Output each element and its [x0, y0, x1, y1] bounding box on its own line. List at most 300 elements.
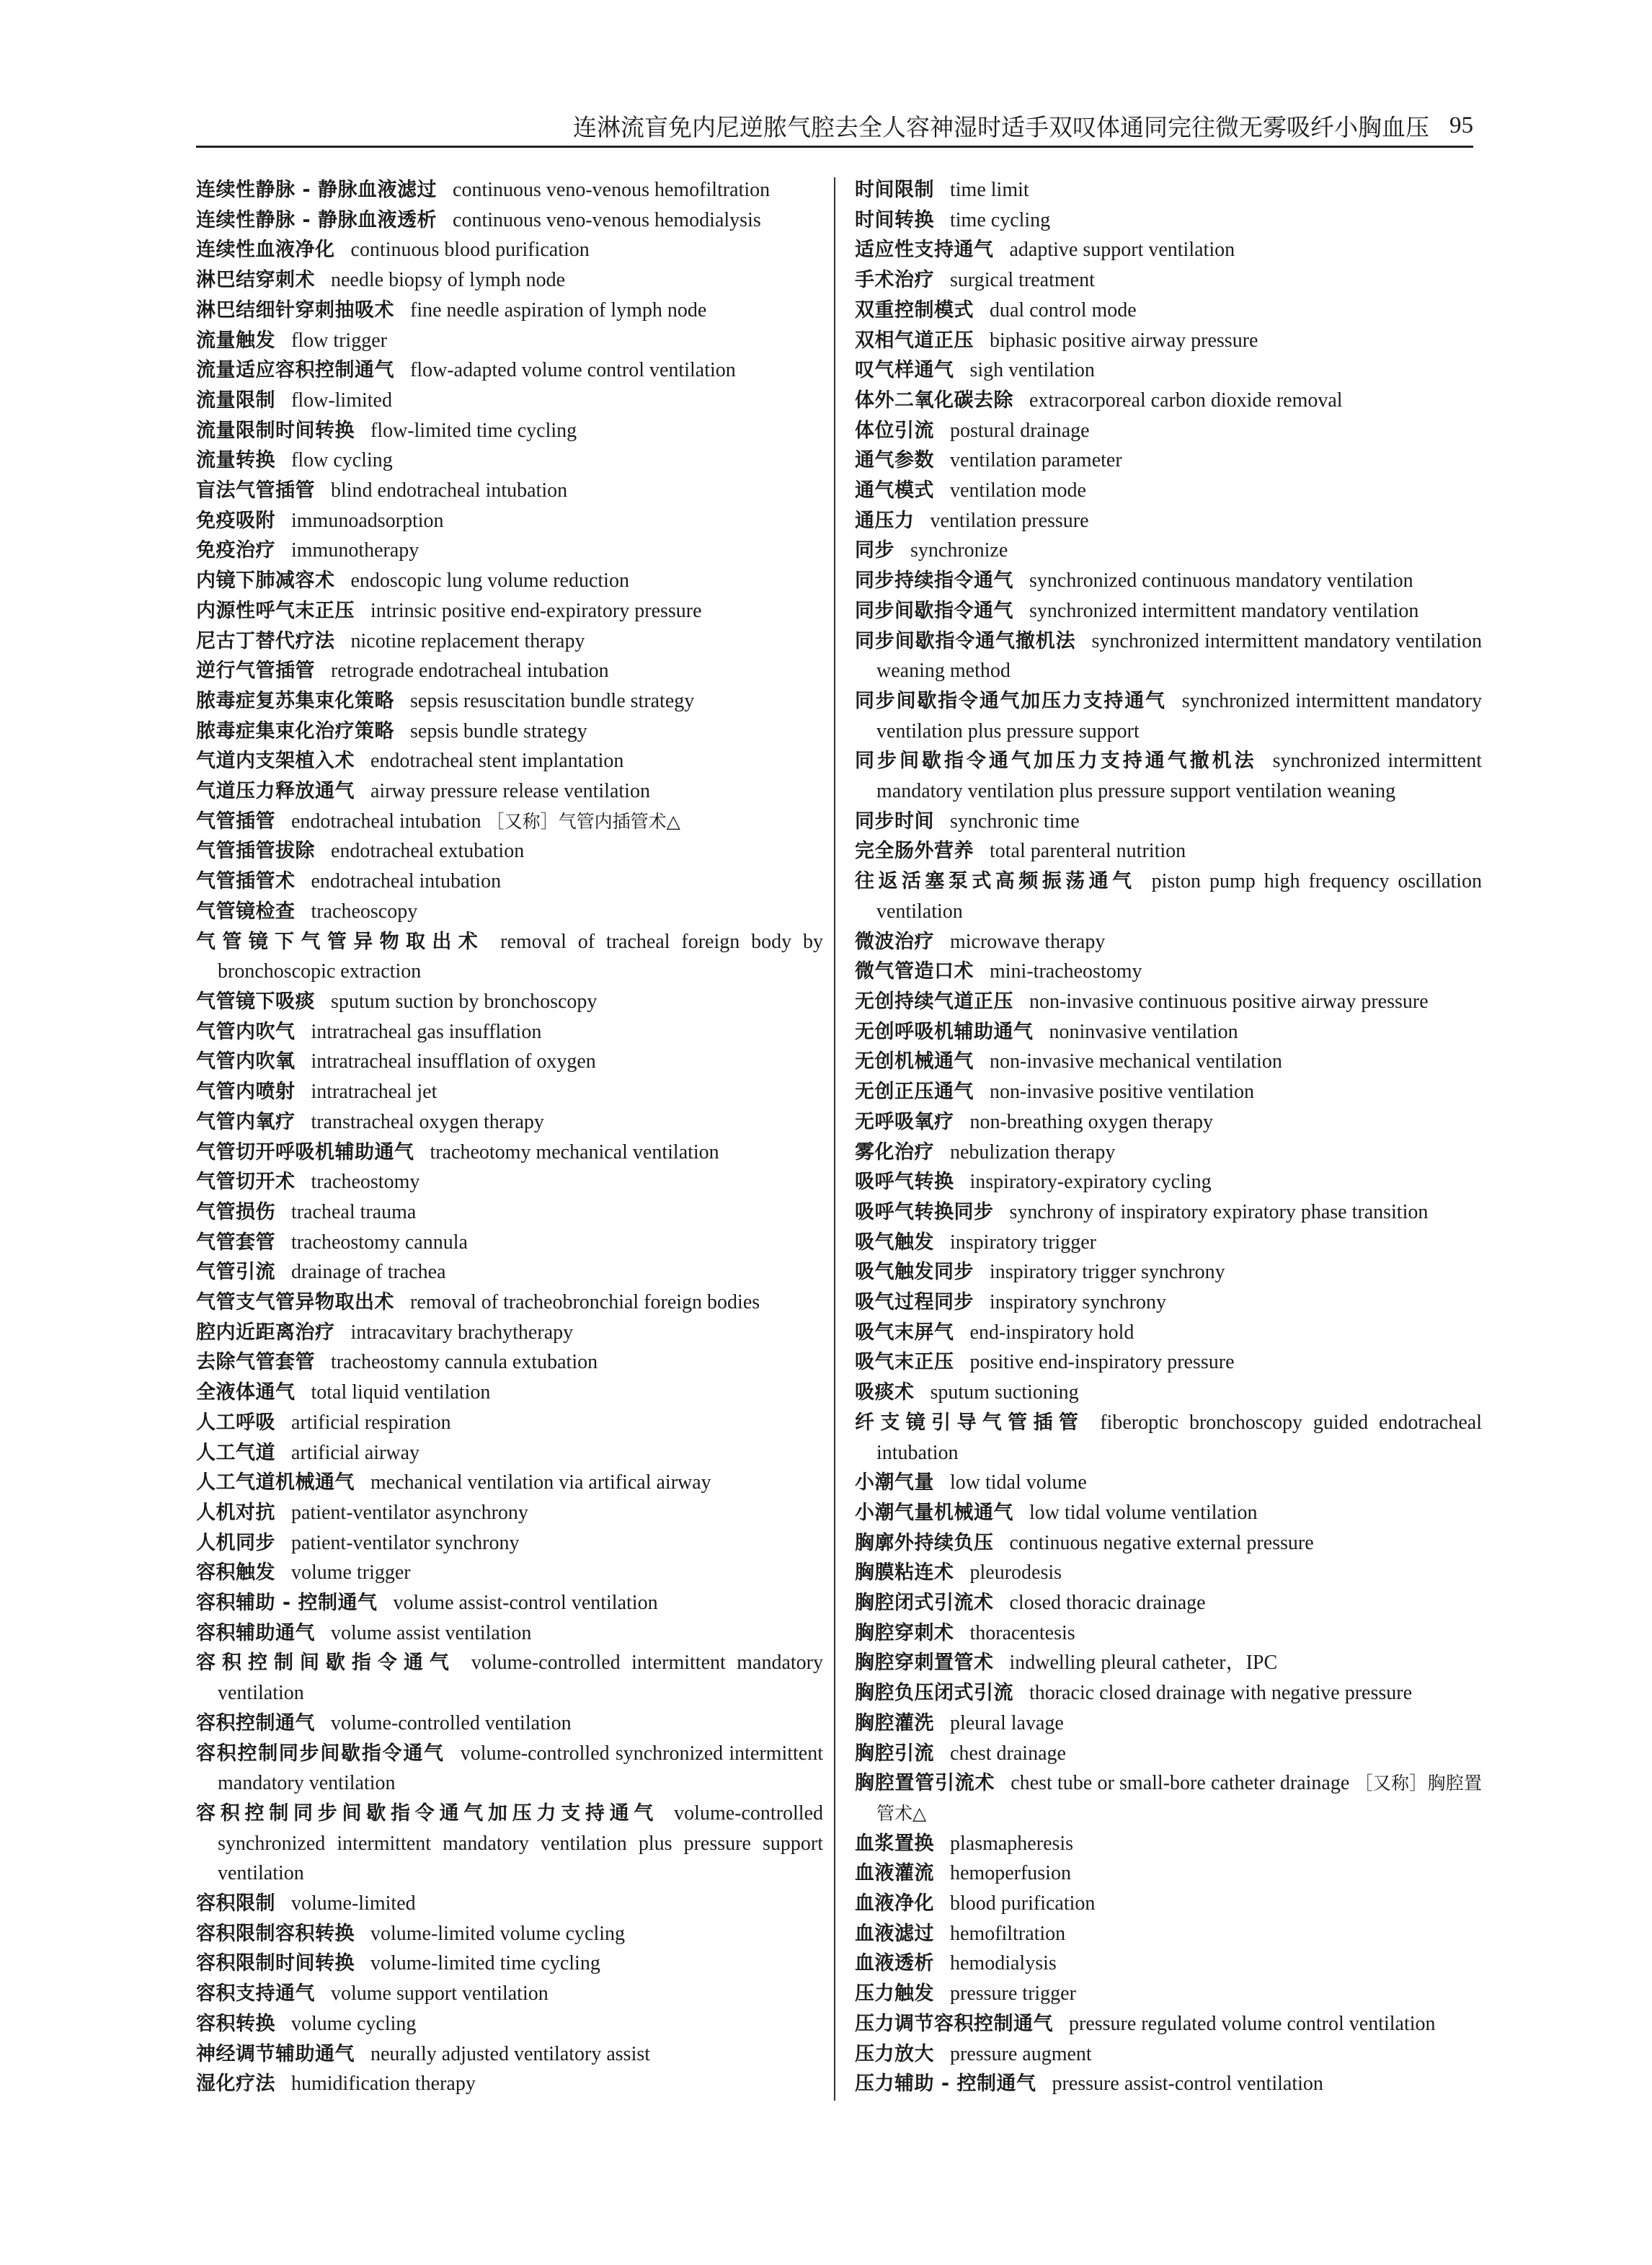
term-entry: [855, 1528, 1482, 1559]
term-english: drainage of trachea: [291, 1261, 446, 1284]
term-entry: [196, 446, 823, 476]
term-chinese: 微波治疗: [855, 930, 934, 953]
term-english: endotracheal intubation: [311, 870, 502, 893]
term-entry: [855, 1287, 1482, 1318]
term-entry: [196, 1138, 823, 1168]
term-chinese: 胸腔负压闭式引流: [855, 1682, 1013, 1705]
term-english: endotracheal intubation: [291, 810, 481, 833]
term-chinese: 吸气末正压: [855, 1351, 954, 1374]
term-english: adaptive support ventilation: [1009, 239, 1235, 262]
term-english: endotracheal extubation: [331, 840, 525, 863]
term-entry: [855, 476, 1482, 506]
term-chinese: 脓毒症集束化治疗策略: [196, 719, 394, 743]
term-entry: [855, 957, 1482, 987]
term-entry: [196, 596, 823, 626]
term-entry: [196, 536, 823, 566]
term-entry: [196, 355, 823, 386]
term-english: ventilation pressure: [930, 509, 1089, 532]
term-entry: [855, 355, 1482, 386]
term-english: artificial respiration: [291, 1411, 451, 1434]
term-chinese: 容积控制间歇指令通气: [196, 1652, 456, 1675]
term-english: volume-limited: [291, 1892, 416, 1915]
term-entry: [196, 746, 823, 776]
term-chinese: 人工气道机械通气: [196, 1471, 355, 1494]
term-entry: [196, 866, 823, 897]
term-english: end-inspiratory hold: [969, 1321, 1134, 1344]
term-entry: [855, 1768, 1482, 1828]
term-entry: [196, 776, 823, 807]
term-english: sputum suctioning: [930, 1381, 1079, 1404]
term-entry: [855, 1077, 1482, 1107]
term-chinese: 吸气触发同步: [855, 1261, 974, 1284]
term-entry: [196, 927, 823, 987]
term-entry: [196, 1438, 823, 1468]
term-chinese: 脓毒症复苏集束化策略: [196, 689, 394, 712]
term-entry: [855, 866, 1482, 926]
term-chinese: 流量适应容积控制通气: [196, 359, 394, 382]
term-chinese: 连续性静脉 - 静脉血液滤过: [196, 179, 438, 201]
term-chinese: 压力触发: [855, 1982, 934, 2005]
term-chinese: 气管镜下吸痰: [196, 990, 315, 1013]
term-entry: [196, 1498, 823, 1528]
term-english: tracheostomy: [311, 1171, 420, 1194]
term-entry: [196, 2039, 823, 2070]
term-chinese: 同步间歇指令通气撤机法: [855, 629, 1076, 652]
term-entry: [855, 1468, 1482, 1498]
term-entry: [855, 2039, 1482, 2070]
term-english: inspiratory-expiratory cycling: [969, 1171, 1212, 1194]
term-entry: [855, 1378, 1482, 1408]
term-english: nicotine replacement therapy: [350, 629, 585, 652]
term-entry: [196, 1558, 823, 1588]
term-chinese: 淋巴结穿刺术: [196, 269, 315, 292]
term-english: nebulization therapy: [950, 1140, 1116, 1163]
term-chinese: 同步间歇指令通气加压力支持通气: [855, 689, 1166, 712]
term-english: endoscopic lung volume reduction: [350, 569, 629, 593]
term-english: tracheoscopy: [311, 900, 418, 923]
term-chinese: 人机同步: [196, 1531, 275, 1554]
term-english: non-breathing oxygen therapy: [969, 1110, 1213, 1133]
term-chinese: 连续性静脉 - 静脉血液透析: [196, 208, 438, 231]
term-english: volume-controlled synchronized intermittent mandatory ventilation plus pressure support ventilation: [218, 1801, 823, 1885]
term-chinese: 容积控制同步间歇指令通气: [196, 1742, 445, 1765]
term-english: surgical treatment: [950, 269, 1095, 292]
term-chinese: 气管切开呼吸机辅助通气: [196, 1140, 414, 1163]
term-chinese: 血液灌流: [855, 1862, 934, 1885]
term-chinese: 气管内吹气: [196, 1020, 296, 1043]
term-english: endotracheal stent implantation: [370, 750, 624, 773]
term-english: pressure regulated volume control ventilation: [1069, 2012, 1436, 2035]
term-english: flow-adapted volume control ventilation: [410, 359, 736, 382]
term-entry: [196, 1949, 823, 1979]
term-entry: [196, 1197, 823, 1228]
term-english: hemodialysis: [950, 1952, 1057, 1975]
term-entry: [196, 1047, 823, 1077]
term-english: synchrony of inspiratory expiratory phase transition: [1009, 1200, 1429, 1223]
term-english: synchronized intermittent mandatory ventilation plus pressure support ventilation weaning: [876, 750, 1483, 803]
term-english: ventilation mode: [950, 479, 1086, 502]
header-title: 连淋流盲免内尼逆脓气腔去全人容神湿时适手双叹体通同完往微无雾吸纤小胸血压: [573, 115, 1429, 141]
term-chinese: 无呼吸氧疗: [855, 1110, 954, 1133]
term-english: mini-tracheostomy: [990, 960, 1142, 983]
term-chinese: 免疫治疗: [196, 539, 275, 562]
term-entry: [196, 235, 823, 265]
term-chinese: 适应性支持通气: [855, 239, 994, 262]
term-entry: [855, 1648, 1482, 1678]
term-chinese: 同步: [855, 539, 894, 562]
term-english: volume-controlled intermittent mandatory ventilation: [218, 1652, 824, 1705]
term-entry: [196, 1799, 823, 1889]
term-entry: [855, 1197, 1482, 1228]
term-english: non-invasive mechanical ventilation: [990, 1050, 1282, 1073]
term-entry: [855, 1498, 1482, 1528]
term-english: ventilation parameter: [950, 449, 1122, 472]
term-chinese: 气管镜下气管异物取出术: [196, 930, 485, 953]
term-english: synchronized intermittent mandatory ventilation plus pressure support: [876, 689, 1483, 743]
term-entry: [855, 386, 1482, 416]
term-chinese: 吸呼气转换同步: [855, 1200, 994, 1223]
term-english: inspiratory synchrony: [990, 1291, 1166, 1314]
left-column: [196, 175, 823, 2099]
term-chinese: 手术治疗: [855, 269, 934, 292]
term-english: artificial airway: [291, 1441, 420, 1464]
header-rule: [196, 146, 1473, 148]
term-chinese: 气管切开术: [196, 1171, 296, 1194]
term-english: total parenteral nutrition: [990, 840, 1186, 863]
term-chinese: 内镜下肺减容术: [196, 569, 335, 593]
term-entry: [196, 296, 823, 326]
term-chinese: 往返活塞泵式高频振荡通气: [855, 870, 1136, 893]
term-chinese: 容积控制同步间歇指令通气加压力支持通气: [196, 1801, 659, 1825]
term-entry: [196, 1919, 823, 1949]
term-entry: [196, 1257, 823, 1287]
term-chinese: 流量触发: [196, 329, 275, 352]
term-english: sigh ventilation: [969, 359, 1095, 382]
term-entry: [855, 2009, 1482, 2039]
term-entry: [855, 626, 1482, 686]
term-chinese: 双重控制模式: [855, 298, 974, 322]
term-entry: [855, 1829, 1482, 1859]
term-entry: [196, 1287, 823, 1318]
term-english: continuous veno-venous hemodialysis: [453, 208, 761, 231]
term-entry: [196, 1167, 823, 1197]
term-chinese: 压力辅助 - 控制通气: [855, 2073, 1036, 2096]
term-entry: [855, 536, 1482, 566]
term-english: dual control mode: [990, 298, 1137, 322]
term-chinese: 连续性血液净化: [196, 239, 335, 262]
term-entry: [855, 265, 1482, 296]
term-chinese: 胸腔置管引流术: [855, 1772, 995, 1795]
term-chinese: 气管损伤: [196, 1200, 275, 1223]
term-entry: [196, 1739, 823, 1799]
term-english: removal of tracheobronchial foreign bodies: [410, 1291, 760, 1314]
term-chinese: 淋巴结细针穿刺抽吸术: [196, 298, 394, 322]
term-english: indwelling pleural catheter，IPC: [1009, 1652, 1278, 1675]
term-entry: [196, 1889, 823, 1919]
term-entry: [855, 326, 1482, 356]
term-entry: [855, 1047, 1482, 1077]
term-chinese: 体外二氧化碳去除: [855, 389, 1013, 412]
term-entry: [196, 1408, 823, 1438]
term-entry: [855, 205, 1482, 236]
term-entry: [196, 1077, 823, 1107]
term-chinese: 容积限制: [196, 1892, 275, 1915]
term-entry: [855, 1408, 1482, 1468]
term-english: humidification therapy: [291, 2073, 476, 2096]
term-entry: [855, 1347, 1482, 1378]
term-english: time limit: [950, 179, 1029, 201]
term-entry: [196, 1107, 823, 1138]
term-chinese: 吸呼气转换: [855, 1171, 954, 1194]
term-english: non-invasive positive ventilation: [990, 1081, 1255, 1104]
term-entry: [196, 1228, 823, 1258]
term-english: synchronic time: [950, 810, 1080, 833]
term-entry: [196, 326, 823, 356]
term-entry: [855, 927, 1482, 957]
term-chinese: 同步间歇指令通气: [855, 599, 1013, 622]
term-english: flow trigger: [291, 329, 387, 352]
term-english: immunotherapy: [291, 539, 419, 562]
term-chinese: 尼古丁替代疗法: [196, 629, 335, 652]
term-english: piston pump high frequency oscillation ventilation: [876, 870, 1483, 923]
term-english: synchronized continuous mandatory ventilation: [1029, 569, 1413, 593]
term-english: blood purification: [950, 1892, 1096, 1915]
term-alias-note: ［又称］胸腔置管术△: [876, 1773, 1483, 1824]
term-english: volume-limited time cycling: [370, 1952, 600, 1975]
term-chinese: 容积限制容积转换: [196, 1922, 355, 1945]
term-entry: [855, 1919, 1482, 1949]
right-column: [855, 175, 1482, 2099]
term-chinese: 气管内氧疗: [196, 1110, 296, 1133]
term-entry: [196, 1708, 823, 1739]
term-entry: [196, 686, 823, 717]
term-entry: [196, 1588, 823, 1618]
term-english: inspiratory trigger: [950, 1231, 1096, 1254]
term-entry: [196, 1528, 823, 1559]
term-entry: [855, 1678, 1482, 1708]
term-chinese: 胸腔穿刺术: [855, 1621, 954, 1644]
term-chinese: 胸腔闭式引流术: [855, 1592, 994, 1615]
term-english: flow cycling: [291, 449, 393, 472]
term-english: low tidal volume ventilation: [1029, 1501, 1258, 1524]
term-entry: [196, 897, 823, 927]
term-chinese: 流量限制: [196, 389, 275, 412]
term-chinese: 气管内喷射: [196, 1081, 296, 1104]
term-entry: [855, 235, 1482, 265]
term-english: hemofiltration: [950, 1922, 1066, 1945]
term-english: flow-limited: [291, 389, 392, 412]
term-chinese: 气管插管拔除: [196, 840, 315, 863]
term-entry: [196, 506, 823, 536]
term-english: fine needle aspiration of lymph node: [410, 298, 707, 322]
term-english: volume trigger: [291, 1561, 411, 1584]
term-entry: [196, 2009, 823, 2039]
term-english: closed thoracic drainage: [1009, 1592, 1206, 1615]
term-chinese: 无创持续气道正压: [855, 990, 1013, 1013]
term-english: total liquid ventilation: [311, 1381, 491, 1404]
term-entry: [855, 1949, 1482, 1979]
term-entry: [855, 1017, 1482, 1047]
term-entry: [855, 746, 1482, 806]
term-english: positive end-inspiratory pressure: [969, 1351, 1235, 1374]
term-chinese: 血液净化: [855, 1892, 934, 1915]
term-entry: [196, 566, 823, 596]
term-entry: [855, 1739, 1482, 1769]
term-english: intrinsic positive end-expiratory pressure: [370, 599, 702, 622]
term-chinese: 人机对抗: [196, 1501, 275, 1524]
term-english: inspiratory trigger synchrony: [990, 1261, 1225, 1284]
term-english: removal of tracheal foreign body by bronchoscopic extraction: [218, 930, 824, 983]
term-chinese: 时间转换: [855, 208, 934, 231]
term-chinese: 吸气触发: [855, 1231, 934, 1254]
term-english: tracheotomy mechanical ventilation: [430, 1140, 719, 1163]
term-english: blind endotracheal intubation: [331, 479, 568, 502]
term-english: continuous negative external pressure: [1009, 1531, 1314, 1554]
term-chinese: 容积控制通气: [196, 1711, 315, 1734]
term-english: sputum suction by bronchoscopy: [331, 990, 598, 1013]
term-chinese: 腔内近距离治疗: [196, 1321, 335, 1344]
term-english: volume-controlled synchronized intermittent mandatory ventilation: [218, 1742, 824, 1795]
term-chinese: 气管套管: [196, 1231, 275, 1254]
term-chinese: 胸膜粘连术: [855, 1561, 954, 1584]
term-entry: [855, 1318, 1482, 1348]
term-chinese: 吸气末屏气: [855, 1321, 954, 1344]
term-english: volume cycling: [291, 2012, 417, 2035]
term-chinese: 压力放大: [855, 2042, 934, 2065]
column-divider: [834, 177, 835, 2101]
term-entry: [855, 1708, 1482, 1739]
term-english: pressure trigger: [950, 1982, 1076, 2005]
term-english: noninvasive ventilation: [1049, 1020, 1238, 1043]
term-english: volume assist-control ventilation: [393, 1592, 658, 1615]
term-chinese: 气管镜检查: [196, 900, 296, 923]
term-entry: [196, 416, 823, 446]
term-chinese: 气管插管术: [196, 870, 296, 893]
term-chinese: 流量限制时间转换: [196, 419, 355, 442]
term-chinese: 逆行气管插管: [196, 660, 315, 683]
term-english: sepsis bundle strategy: [410, 719, 587, 743]
term-chinese: 容积转换: [196, 2012, 275, 2035]
term-entry: [196, 807, 823, 837]
term-english: synchronized intermittent mandatory ventilation: [1029, 599, 1419, 622]
term-english: low tidal volume: [950, 1471, 1087, 1494]
term-english: chest drainage: [950, 1742, 1066, 1765]
term-chinese: 同步持续指令通气: [855, 569, 1013, 593]
term-chinese: 容积触发: [196, 1561, 275, 1584]
term-english: intratracheal insufflation of oxygen: [311, 1050, 596, 1073]
term-chinese: 容积支持通气: [196, 1982, 315, 2005]
term-chinese: 通压力: [855, 509, 915, 532]
term-entry: [855, 1889, 1482, 1919]
term-entry: [855, 1858, 1482, 1889]
term-english: intracavitary brachytherapy: [350, 1321, 574, 1344]
term-entry: [196, 626, 823, 657]
term-chinese: 叹气样通气: [855, 359, 954, 382]
term-chinese: 胸廓外持续负压: [855, 1531, 994, 1554]
term-english: volume-limited volume cycling: [370, 1922, 626, 1945]
term-english: microwave therapy: [950, 930, 1106, 953]
term-chinese: 小潮气量机械通气: [855, 1501, 1013, 1524]
term-chinese: 无创正压通气: [855, 1081, 974, 1104]
term-entry: [196, 1648, 823, 1708]
term-english: transtracheal oxygen therapy: [311, 1110, 544, 1133]
term-entry: [855, 566, 1482, 596]
term-english: postural drainage: [950, 419, 1090, 442]
term-chinese: 通气模式: [855, 479, 934, 502]
term-chinese: 吸痰术: [855, 1381, 915, 1404]
term-entry: [855, 836, 1482, 866]
term-entry: [196, 1979, 823, 2009]
term-entry: [196, 1318, 823, 1348]
term-entry: [855, 296, 1482, 326]
term-chinese: 血浆置换: [855, 1832, 934, 1855]
term-chinese: 人工呼吸: [196, 1411, 275, 1434]
term-chinese: 容积辅助通气: [196, 1621, 315, 1644]
term-english: volume support ventilation: [331, 1982, 549, 2005]
term-entry: [855, 1228, 1482, 1258]
term-entry: [855, 1138, 1482, 1168]
term-entry: [196, 476, 823, 506]
term-entry: [196, 2069, 823, 2099]
term-english: airway pressure release ventilation: [370, 780, 650, 803]
term-english: thoracic closed drainage with negative pressure: [1029, 1682, 1413, 1705]
term-chinese: 微气管造口术: [855, 960, 974, 983]
term-entry: [196, 656, 823, 686]
term-chinese: 免疫吸附: [196, 509, 275, 532]
term-entry: [855, 1107, 1482, 1138]
term-english: intratracheal gas insufflation: [311, 1020, 542, 1043]
term-chinese: 神经调节辅助通气: [196, 2042, 355, 2065]
term-english: retrograde endotracheal intubation: [331, 660, 609, 683]
term-english: patient-ventilator synchrony: [291, 1531, 520, 1554]
term-chinese: 气管插管: [196, 810, 275, 833]
term-english: mechanical ventilation via artifical airway: [370, 1471, 711, 1494]
term-english: synchronized intermittent mandatory ventilation weaning method: [876, 629, 1482, 683]
term-chinese: 胸腔灌洗: [855, 1711, 934, 1734]
term-chinese: 通气参数: [855, 449, 934, 472]
term-chinese: 同步时间: [855, 810, 934, 833]
term-english: pressure assist-control ventilation: [1052, 2073, 1323, 2096]
term-chinese: 血液透析: [855, 1952, 934, 1975]
term-english: fiberoptic bronchoscopy guided endotracheal intubation: [876, 1411, 1482, 1464]
term-entry: [855, 807, 1482, 837]
term-chinese: 无创呼吸机辅助通气: [855, 1020, 1034, 1043]
term-english: pleural lavage: [950, 1711, 1064, 1734]
term-chinese: 同步间歇指令通气加压力支持通气撤机法: [855, 750, 1257, 773]
term-chinese: 胸腔穿刺置管术: [855, 1652, 994, 1675]
term-entry: [855, 1558, 1482, 1588]
term-english: plasmapheresis: [950, 1832, 1074, 1855]
term-entry: [855, 1257, 1482, 1287]
term-entry: [196, 1378, 823, 1408]
term-chinese: 内源性呼气末正压: [196, 599, 355, 622]
term-chinese: 人工气道: [196, 1441, 275, 1464]
term-english: time cycling: [950, 208, 1051, 231]
term-chinese: 体位引流: [855, 419, 934, 442]
term-english: pleurodesis: [969, 1561, 1062, 1584]
term-chinese: 胸腔引流: [855, 1742, 934, 1765]
term-english: flow-limited time cycling: [370, 419, 577, 442]
term-entry: [196, 205, 823, 236]
term-english: biphasic positive airway pressure: [990, 329, 1258, 352]
term-chinese: 无创机械通气: [855, 1050, 974, 1073]
term-entry: [196, 836, 823, 866]
term-entry: [855, 1979, 1482, 2009]
term-english: tracheal trauma: [291, 1200, 417, 1223]
term-entry: [196, 1618, 823, 1649]
term-chinese: 去除气管套管: [196, 1351, 315, 1374]
term-chinese: 容积限制时间转换: [196, 1952, 355, 1975]
